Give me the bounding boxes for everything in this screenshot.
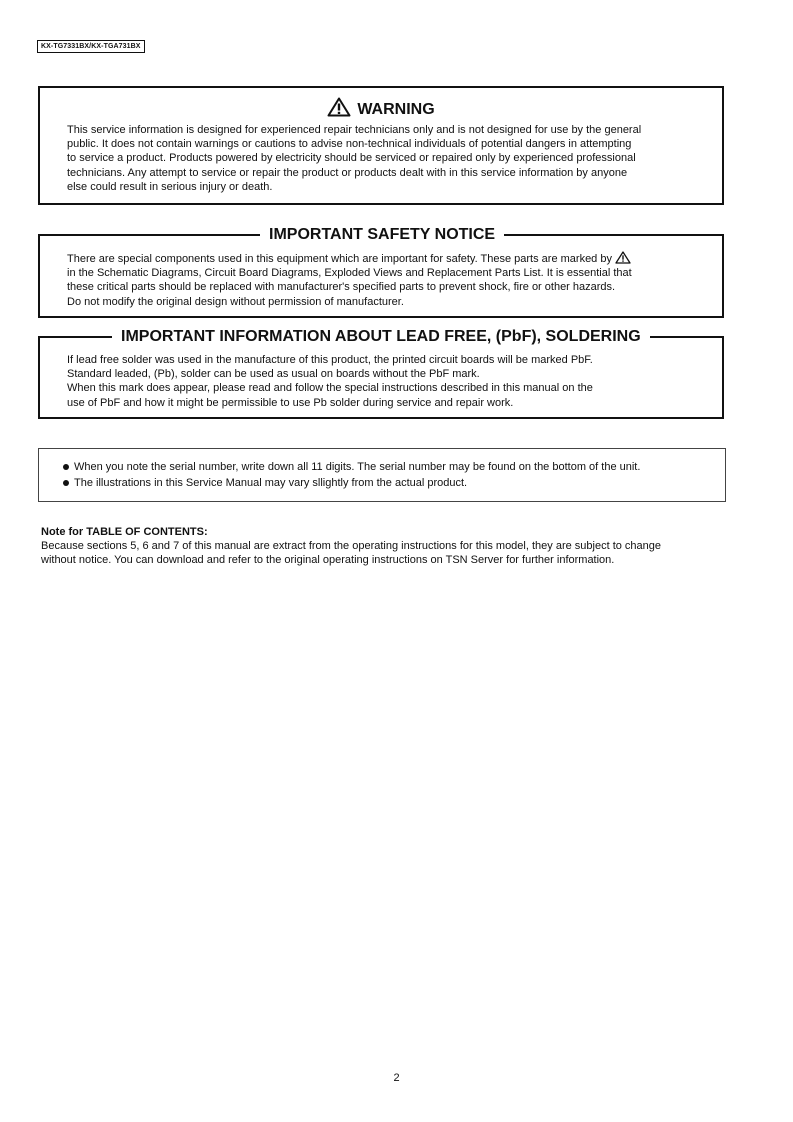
lead-free-line: use of PbF and how it might be permissible to use Pb solder during service and repair work. bbox=[67, 396, 514, 409]
lead-free-text bbox=[67, 353, 708, 410]
warning-triangle-icon bbox=[327, 97, 351, 117]
warning-heading bbox=[40, 97, 722, 120]
safety-line bbox=[67, 251, 708, 266]
toc-note-line: without notice. You can download and refer to the original operating instructions on TSN Server for further information. bbox=[41, 554, 615, 567]
list-item: The illustrations in this Service Manual may vary sllightly from the actual product. bbox=[62, 475, 715, 491]
warning-line: else could result in serious injury or death. bbox=[67, 180, 273, 193]
model-number-tag: KX-TG7331BX/KX-TGA731BX bbox=[37, 40, 145, 53]
warning-text bbox=[67, 123, 708, 194]
lead-free-line: When this mark does appear, please read and follow the special instructions described in this manual on the bbox=[67, 382, 593, 395]
safety-notice-box bbox=[38, 226, 724, 318]
toc-note bbox=[41, 525, 731, 568]
lead-free-box bbox=[38, 328, 724, 419]
safety-line-text: There are special components used in this equipment which are important for safety. These parts are marked by bbox=[67, 253, 612, 265]
safety-mark-triangle-icon bbox=[615, 251, 631, 264]
safety-notice-title: IMPORTANT SAFETY NOTICE bbox=[260, 225, 504, 245]
notes-box bbox=[38, 448, 726, 502]
lead-free-title: IMPORTANT INFORMATION ABOUT LEAD FREE, (PbF), SOLDERING bbox=[112, 327, 650, 347]
toc-note-title: Note for TABLE OF CONTENTS: bbox=[41, 526, 208, 538]
notes-list bbox=[62, 459, 715, 491]
safety-line: these critical parts should be replaced with manufacturer's specified parts to prevent shock, fire or other hazards. bbox=[67, 281, 616, 294]
warning-title: WARNING bbox=[357, 101, 435, 118]
safety-line: in the Schematic Diagrams, Circuit Board Diagrams, Exploded Views and Replacement Parts List. It is essential that bbox=[67, 267, 632, 280]
warning-line: to service a product. Products powered by electricity should be serviced or repaired only by experienced professional bbox=[67, 152, 636, 165]
warning-line: This service information is designed for experienced repair technicians only and is not designed for use by the general bbox=[67, 124, 642, 136]
page-number: 2 bbox=[393, 1072, 400, 1084]
warning-line: technicians. Any attempt to service or repair the product or products dealt with in this service information by anyone bbox=[67, 166, 628, 179]
warning-line: public. It does not contain warnings or cautions to advise non-technical individuals of potential dangers in attempting bbox=[67, 138, 632, 151]
toc-note-line: Because sections 5, 6 and 7 of this manual are extract from the operating instructions for this model, they are subject to change bbox=[41, 540, 662, 553]
safety-line: Do not modify the original design without permission of manufacturer. bbox=[67, 295, 404, 308]
lead-free-line: If lead free solder was used in the manufacture of this product, the printed circuit boards will be marked PbF. bbox=[67, 354, 593, 366]
warning-box bbox=[38, 86, 724, 205]
lead-free-line: Standard leaded, (Pb), solder can be used as usual on boards without the PbF mark. bbox=[67, 368, 480, 381]
safety-notice-text bbox=[67, 251, 708, 309]
list-item: When you note the serial number, write down all 11 digits. The serial number may be found on the bottom of the unit. bbox=[62, 459, 715, 475]
